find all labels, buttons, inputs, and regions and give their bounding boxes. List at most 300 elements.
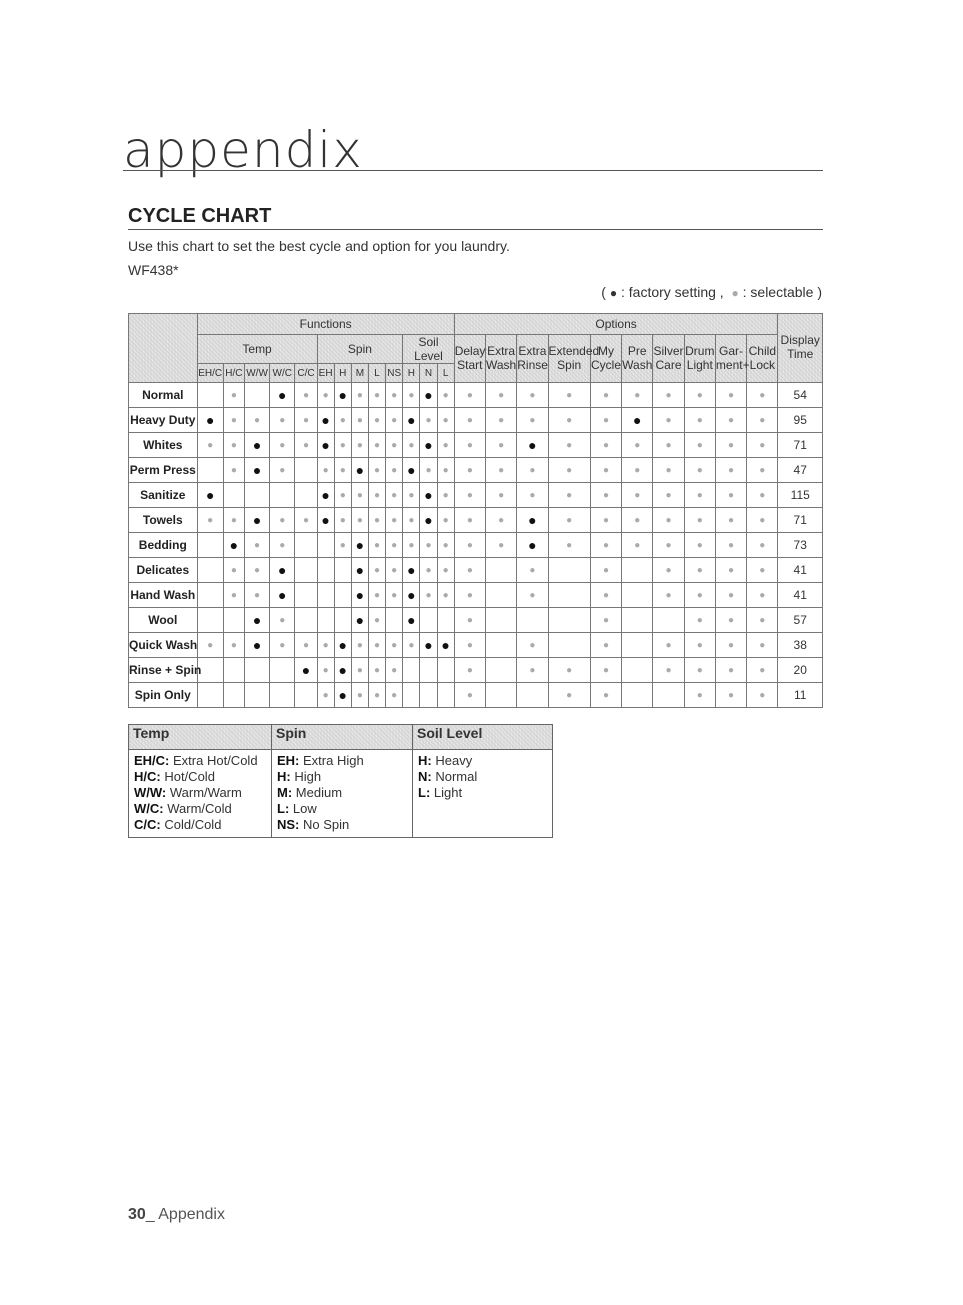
factory-setting-icon: ● [252,462,262,478]
cycle-cell [351,483,368,508]
selectable-icon: ● [374,590,381,601]
selectable-icon: ● [374,565,381,576]
cycle-cell [386,408,403,433]
cycle-cell [368,533,385,558]
display-time-value: 115 [778,483,823,508]
selectable-icon: ● [529,490,536,501]
cycle-cell [653,683,684,708]
cycle-name: Wool [129,608,198,633]
cycle-cell [403,383,420,408]
display-time-value: 11 [778,683,823,708]
selectable-icon: ● [322,465,329,476]
cycle-cell [270,383,295,408]
selectable-icon: ● [279,540,286,551]
header-line: Rinse [517,357,548,372]
cycle-cell [454,483,485,508]
cycle-cell [197,583,223,608]
cycle-cell [548,433,590,458]
cycle-cell [454,458,485,483]
option-header-silver-care [653,335,684,383]
cycle-cell [622,533,653,558]
cycle-cell [420,433,437,458]
cycle-cell [485,683,516,708]
cycle-cell [485,558,516,583]
selectable-icon: ● [696,665,703,676]
abbr-text: No Spin [303,817,350,832]
cycle-cell [517,633,548,658]
selectable-icon: ● [665,390,672,401]
cycle-cell [715,483,746,508]
selectable-icon: ● [322,665,329,676]
selectable-icon: ● [391,415,398,426]
cycle-cell [270,533,295,558]
abbr-item [134,817,266,833]
selectable-icon: ● [230,440,237,451]
cycle-cell [485,533,516,558]
cycle-cell [747,433,778,458]
selectable-icon: ● [279,415,286,426]
cycle-cell [295,633,317,658]
selectable-icon: ● [634,540,641,551]
selectable-icon: ● [356,690,363,701]
cycle-cell [684,433,715,458]
abbr-code: H: [418,753,432,768]
cycle-cell [368,458,385,483]
cycle-cell [223,408,244,433]
display-time-header [778,314,823,383]
header-line: Time [787,347,814,361]
cycle-cell [437,558,454,583]
cycle-cell [223,483,244,508]
selectable-icon: ● [665,515,672,526]
selectable-icon: ● [634,465,641,476]
cycle-cell [485,458,516,483]
cycle-cell [420,483,437,508]
cycle-cell [386,683,403,708]
selectable-icon: ● [442,490,449,501]
cycle-name: Heavy Duty [129,408,198,433]
legend-selectable-text: : selectable ) [742,284,822,300]
section-heading: appendix [123,121,363,179]
cycle-cell [548,533,590,558]
selectable-icon: ● [356,490,363,501]
cycle-cell [517,383,548,408]
cycle-cell [590,433,621,458]
table-row [129,583,823,608]
cycle-cell [684,558,715,583]
cycle-cell [622,383,653,408]
cycle-cell [368,408,385,433]
cycle-cell [403,458,420,483]
cycle-cell [454,433,485,458]
selectable-icon: ● [302,515,309,526]
abbr-item [418,785,547,801]
abbr-spin-header: Spin [272,725,413,750]
table-row [129,533,823,558]
factory-setting-icon: ● [321,512,330,528]
factory-setting-icon: ● [609,286,618,300]
factory-setting-icon: ● [338,387,347,403]
abbr-item [277,801,407,817]
cycle-cell [622,508,653,533]
selectable-icon: ● [466,490,473,501]
selectable-icon: ● [339,465,346,476]
corner-header-cell [129,314,198,383]
cycle-name: Sanitize [129,483,198,508]
selectable-icon: ● [442,440,449,451]
selectable-icon: ● [759,465,766,476]
selectable-icon: ● [696,390,703,401]
abbr-text: Light [433,785,463,800]
selectable-icon: ● [442,415,449,426]
cycle-cell [197,558,223,583]
cycle-cell [454,508,485,533]
selectable-icon: ● [665,540,672,551]
cycle-cell [590,583,621,608]
cycle-cell [351,533,368,558]
option-header-extra-rinse [517,335,548,383]
cycle-cell [715,408,746,433]
cycle-cell [454,383,485,408]
page-footer [128,1206,225,1224]
cycle-cell [334,633,351,658]
header-line: Pre [627,343,647,358]
col-header-temp-hc: H/C [223,364,244,383]
selectable-icon: ● [374,690,381,701]
cycle-cell [485,608,516,633]
soil-level-header: Soil Level [403,335,454,364]
selectable-icon: ● [728,565,735,576]
cycle-cell [223,508,244,533]
abbr-text: Hot/Cold [164,769,215,784]
cycle-cell [747,508,778,533]
header-line: ment+ [715,357,750,372]
selectable-icon: ● [759,540,766,551]
cycle-name: Hand Wash [129,583,198,608]
cycle-cell [420,383,437,408]
cycle-cell [454,558,485,583]
selectable-icon: ● [759,615,766,626]
cycle-cell [747,383,778,408]
cycle-cell [517,433,548,458]
cycle-cell [747,583,778,608]
cycle-cell [317,533,334,558]
cycle-cell [684,508,715,533]
selectable-icon: ● [408,515,415,526]
selectable-icon: ● [759,415,766,426]
cycle-cell [747,533,778,558]
selectable-icon: ● [665,440,672,451]
cycle-name: Whites [129,433,198,458]
cycle-cell [420,658,437,683]
selectable-icon: ● [391,515,398,526]
cycle-cell [715,608,746,633]
option-header-delay-start [454,335,485,383]
cycle-cell [197,408,223,433]
selectable-icon: ● [759,590,766,601]
cycle-cell [437,608,454,633]
selectable-icon: ● [634,390,641,401]
cycle-cell [715,583,746,608]
selectable-icon: ● [302,390,309,401]
selectable-icon: ● [602,390,610,401]
abbr-code: C/C: [134,817,161,832]
selectable-icon: ● [339,515,346,526]
cycle-cell [351,458,368,483]
selectable-icon: ● [728,640,735,651]
cycle-cell [317,658,334,683]
cycle-cell [351,558,368,583]
cycle-cell [437,683,454,708]
cycle-cell [334,383,351,408]
selectable-icon: ● [230,515,237,526]
selectable-icon: ● [529,565,536,576]
cycle-cell [317,583,334,608]
factory-setting-icon: ● [355,587,365,603]
cycle-cell [270,483,295,508]
cycle-cell [295,558,317,583]
abbr-text: Medium [295,785,343,800]
cycle-cell [270,508,295,533]
cycle-cell [317,558,334,583]
display-time-value: 73 [778,533,823,558]
abbr-item [134,785,266,801]
header-line: Gar- [719,343,744,358]
cycle-cell [386,433,403,458]
cycle-cell [295,458,317,483]
selectable-icon: ● [302,415,309,426]
header-line: Silver [653,343,684,358]
display-time-value: 47 [778,458,823,483]
cycle-name: Rinse + Spin [129,658,198,683]
header-line: Wash [485,357,517,372]
selectable-icon: ● [696,590,703,601]
selectable-icon: ● [466,665,473,676]
table-row [129,508,823,533]
cycle-cell [622,458,653,483]
selectable-icon: ● [356,665,363,676]
cycle-cell [334,483,351,508]
selectable-icon: ● [230,590,237,601]
cycle-cell [386,608,403,633]
selectable-icon: ● [466,590,473,601]
cycle-cell [403,508,420,533]
header-line: Care [655,357,682,372]
cycle-cell [317,458,334,483]
selectable-icon: ● [374,415,381,426]
abbr-item [418,753,547,769]
cycle-cell [403,633,420,658]
cycle-cell [223,383,244,408]
selectable-icon: ● [254,415,261,426]
selectable-icon: ● [356,640,363,651]
col-header-spin-h: H [334,364,351,383]
cycle-cell [548,558,590,583]
cycle-cell [684,683,715,708]
cycle-cell [420,408,437,433]
selectable-icon: ● [254,565,261,576]
table-row [129,683,823,708]
cycle-cell [590,408,621,433]
cycle-cell [244,383,269,408]
cycle-cell [548,608,590,633]
cycle-cell [454,533,485,558]
selectable-icon: ● [302,440,309,451]
selectable-icon: ● [391,390,398,401]
cycle-cell [548,508,590,533]
cycle-cell [747,483,778,508]
cycle-cell [270,583,295,608]
page-title: CYCLE CHART [128,205,272,227]
cycle-chart-table [128,313,823,708]
header-line: Extra [487,343,516,358]
selectable-icon: ● [665,415,672,426]
selectable-icon: ● [634,440,641,451]
abbr-text: Heavy [435,753,473,768]
table-row [129,483,823,508]
selectable-icon: ● [759,690,766,701]
selectable-icon: ● [665,490,672,501]
cycle-cell [622,683,653,708]
abbr-soil-header: Soil Level [413,725,553,750]
cycle-cell [485,633,516,658]
factory-setting-icon: ● [278,562,287,578]
cycle-cell [420,458,437,483]
cycle-cell [244,683,269,708]
factory-setting-icon: ● [355,562,365,578]
selectable-icon: ● [498,465,505,476]
selectable-icon: ● [279,440,286,451]
cycle-cell [684,608,715,633]
selectable-icon: ● [356,440,363,451]
selectable-icon: ● [356,390,363,401]
cycle-cell [351,508,368,533]
cycle-cell [386,633,403,658]
cycle-cell [270,658,295,683]
cycle-cell [223,433,244,458]
cycle-cell [517,558,548,583]
cycle-cell [244,458,269,483]
col-header-spin-ns: NS [386,364,403,383]
selectable-icon: ● [425,565,432,576]
factory-setting-icon: ● [321,437,330,453]
selectable-icon: ● [442,590,449,601]
factory-setting-icon: ● [252,637,262,653]
cycle-cell [197,483,223,508]
selectable-icon: ● [566,465,573,476]
cycle-cell [244,433,269,458]
cycle-cell [197,683,223,708]
cycle-cell [747,558,778,583]
cycle-cell [223,683,244,708]
cycle-cell [622,433,653,458]
option-header-garment-plus [715,335,750,383]
abbr-soil-list [413,750,553,838]
display-time-value: 20 [778,658,823,683]
selectable-icon: ● [339,540,346,551]
selectable-icon: ● [731,286,739,300]
cycle-cell [715,558,746,583]
cycle-cell [317,483,334,508]
abbr-text: Low [292,801,317,816]
selectable-icon: ● [442,565,449,576]
cycle-cell [622,558,653,583]
selectable-icon: ● [466,515,473,526]
selectable-icon: ● [374,465,381,476]
selectable-icon: ● [529,590,536,601]
selectable-icon: ● [566,390,573,401]
cycle-cell [437,583,454,608]
selectable-icon: ● [566,490,573,501]
cycle-cell [485,583,516,608]
legend-open: ( [601,284,606,300]
cycle-cell [244,408,269,433]
selectable-icon: ● [425,590,432,601]
cycle-cell [684,533,715,558]
cycle-name: Towels [129,508,198,533]
cycle-cell [334,533,351,558]
cycle-cell [368,383,385,408]
factory-setting-icon: ● [424,487,433,503]
selectable-icon: ● [529,665,536,676]
cycle-cell [317,433,334,458]
selectable-icon: ● [322,640,329,651]
selectable-icon: ● [466,615,473,626]
factory-setting-icon: ● [407,462,416,478]
cycle-cell [295,483,317,508]
cycle-cell [223,633,244,658]
header-line: Child [748,343,776,358]
selectable-icon: ● [466,565,473,576]
cycle-cell [622,608,653,633]
selectable-icon: ● [279,515,286,526]
selectable-icon: ● [442,515,449,526]
factory-setting-icon: ● [424,637,433,653]
col-header-temp-ehc: EH/C [197,364,223,383]
cycle-cell [684,408,715,433]
cycle-cell [403,558,420,583]
selectable-icon: ● [759,665,766,676]
factory-setting-icon: ● [338,662,347,678]
selectable-icon: ● [566,440,573,451]
cycle-cell [197,458,223,483]
cycle-cell [715,458,746,483]
cycle-cell [317,683,334,708]
cycle-cell [244,558,269,583]
cycle-cell [590,533,621,558]
cycle-cell [403,683,420,708]
cycle-cell [368,683,385,708]
selectable-icon: ● [566,515,573,526]
selectable-icon: ● [207,440,214,451]
col-header-spin-m: M [351,364,368,383]
cycle-cell [334,608,351,633]
selectable-icon: ● [696,465,703,476]
abbr-code: EH/C: [134,753,170,768]
cycle-cell [403,583,420,608]
cycle-cell [517,408,548,433]
header-line: My [597,343,614,358]
selectable-icon: ● [759,515,766,526]
cycle-cell [684,583,715,608]
cycle-cell [244,658,269,683]
cycle-cell [437,533,454,558]
cycle-cell [420,558,437,583]
selectable-icon: ● [408,490,415,501]
factory-setting-icon: ● [528,512,537,528]
cycle-cell [653,458,684,483]
abbr-text: Warm/Cold [167,801,232,816]
